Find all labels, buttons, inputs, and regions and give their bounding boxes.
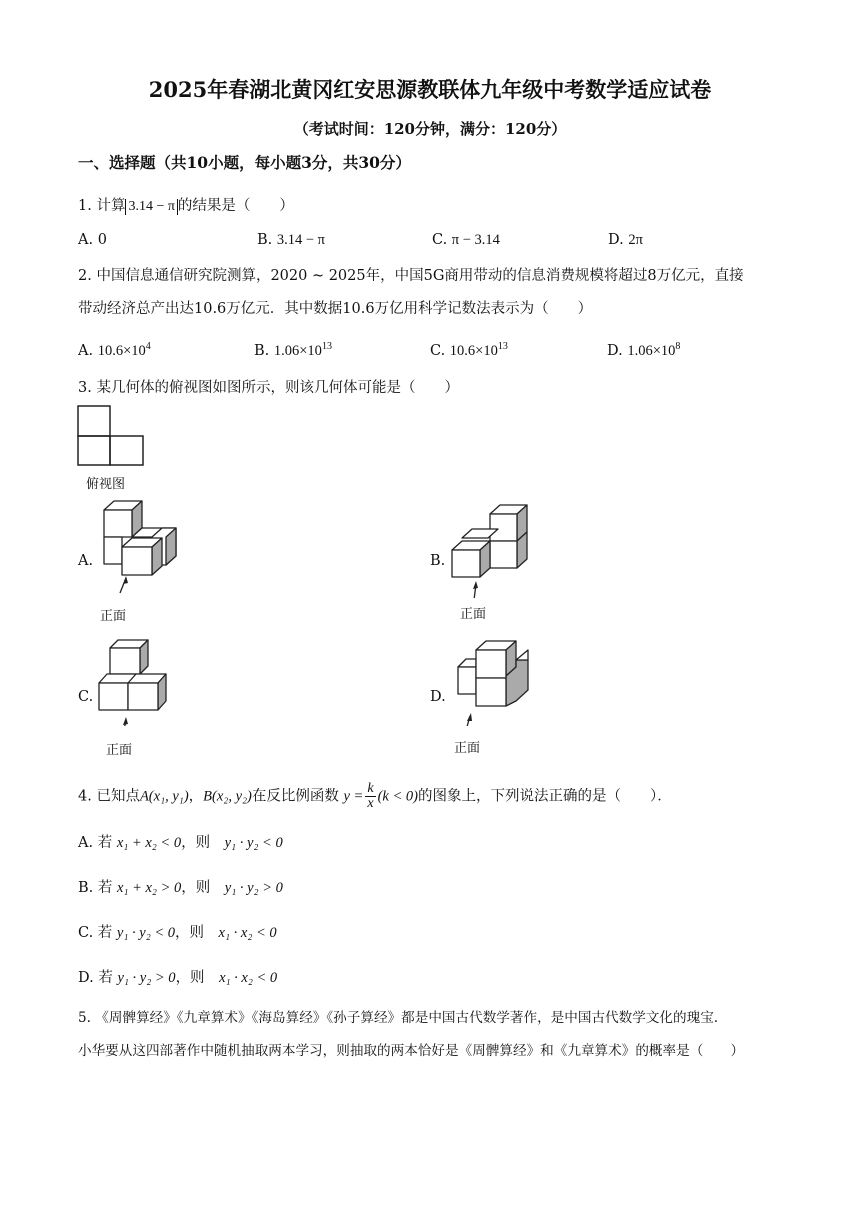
q4-point-b: B(x₂, y₂) [203, 788, 252, 805]
question-2-line-1: 2. 中国信息通信研究院测算，2020 ~ 2025年，中国5G商用带动的信息消费规模将超过8万亿元，直接 [78, 268, 744, 284]
question-5-line-1: 5. 《周髀算经》《九章算术》《海岛算经》《孙子算经》都是中国古代数学著作，是中国古代数学文化的瑰宝. [78, 1010, 719, 1026]
question-5-line-2: 小华要从这四部著作中随机抽取两本学习，则抽取的两本恰好是《周髀算经》和《九章算术》的概率是（ ） [78, 1043, 745, 1059]
question-1 [78, 196, 294, 216]
q2-option-b: B. $1.06\times 10^{13}$ [254, 341, 332, 359]
q1-abs-expression: 3.14 − π [125, 199, 177, 215]
q1-option-d: D. 2π [608, 232, 643, 248]
q3-option-d-front-label: 正面 [454, 741, 481, 756]
question-2-line-2: 带动经济总产出达10.6万亿元．其中数据10.6万亿用科学记数法表示为（ ） [78, 301, 593, 317]
q3-option-b-front-label: 正面 [460, 607, 487, 622]
q1-option-b: B. 3.14 − π [257, 232, 325, 248]
q2-option-a: A. $10.6\times 10^4$ [78, 341, 151, 359]
top-view-figure [76, 404, 148, 468]
q3-option-d-label: D. [430, 689, 446, 705]
q3-option-c-figure [94, 636, 174, 726]
q3-option-b-figure [446, 498, 536, 598]
q3-option-a-figure [96, 498, 186, 598]
q1-option-c: C. π − 3.14 [432, 232, 500, 248]
q2-option-d: D. $1.06\times 10^8$ [607, 341, 681, 359]
q3-option-c-label: C. [78, 689, 94, 705]
question-4: 4. 已知点A(x₁, y₁)，B(x₂, y₂)在反比例函数 y = $\frac{k}{x}$ (k < 0)的图象上，下列说法正确的是（ ）． [78, 781, 672, 811]
q4-option-c: C. 若 y₁ · y₂ < 0，则 x₁ · x₂ < 0 [78, 925, 277, 941]
exam-subtitle: （考试时间：120分钟，满分：120分） [293, 120, 567, 138]
q1-suffix: 的结果是（ ） [177, 198, 294, 214]
q3-option-b-label: B. [430, 553, 446, 569]
q1-option-a: A. 0 [78, 232, 107, 248]
question-3: 3. 某几何体的俯视图如图所示，则该几何体可能是（ ） [78, 380, 459, 396]
section-title: 一、选择题（共10小题，每小题3分，共30分） [78, 153, 411, 172]
top-view-label: 俯视图 [86, 477, 126, 492]
q3-option-c-front-label: 正面 [106, 743, 133, 758]
q1-prefix: 1. 计算 [78, 198, 126, 214]
q4-option-d: D. 若 y₁ · y₂ > 0，则 x₁ · x₂ < 0 [78, 970, 278, 986]
q4-option-a: A. 若 x₁ + x₂ < 0，则 y₁ · y₂ < 0 [78, 835, 283, 851]
q4-point-a: A(x₁, y₁) [139, 788, 189, 805]
q3-option-a-front-label: 正面 [100, 609, 127, 624]
q3-option-a-label: A. [78, 553, 94, 569]
q3-option-d-figure [452, 636, 536, 726]
q2-option-c: C. $10.6\times 10^{13}$ [430, 341, 508, 359]
exam-title: 2025年春湖北黄冈红安思源教联体九年级中考数学适应试卷 [148, 77, 712, 102]
q4-option-b: B. 若 x₁ + x₂ > 0，则 y₁ · y₂ > 0 [78, 880, 283, 896]
q4-fraction: $\frac{k}{x}$ [367, 781, 374, 811]
